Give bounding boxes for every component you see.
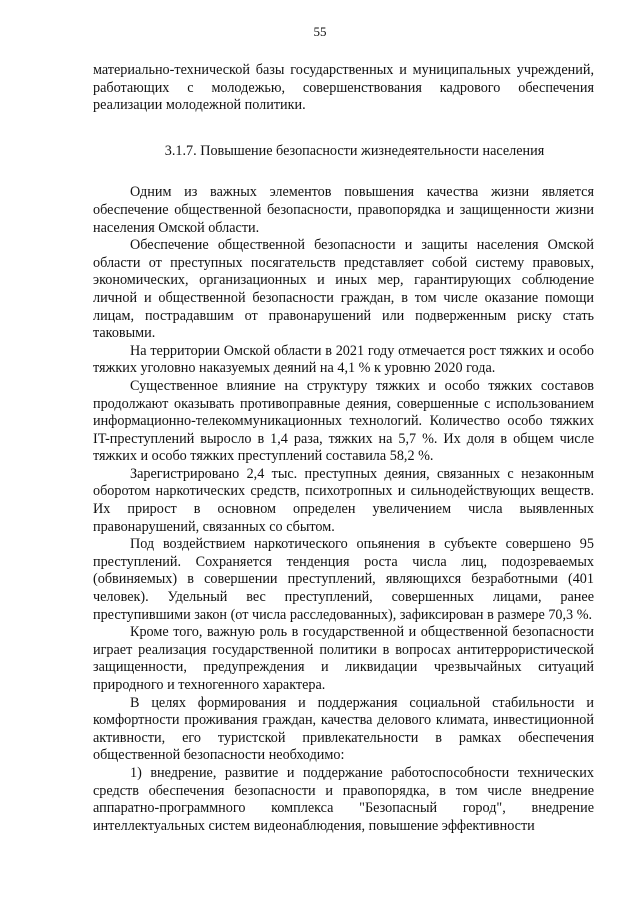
body-paragraph-1: Одним из важных элементов повышения качества жизни является обеспечение общественной безопасности, правопорядка и защищенности жизни населения Омской области. — [93, 184, 594, 236]
section-heading: 3.1.7. Повышение безопасности жизнедеятельности населения — [164, 142, 545, 159]
document-body — [93, 62, 594, 835]
body-paragraph-5: Зарегистрировано 2,4 тыс. преступных деяния, связанных с незаконным оборотом наркотических средств, психотропных и сильнодействующих веществ. Их прирост в основном определен увеличением числа выявленных правонарушений, связанных со сбытом. — [93, 465, 594, 535]
list-item-1: 1) внедрение, развитие и поддержание работоспособности технических средств обеспечения безопасности и правопорядка, в том числе внедрение аппаратно-программного комплекса "Безопасный город", внедрение интеллектуальных систем видеонаблюдения, повышение эффективности — [93, 764, 594, 834]
body-paragraph-3: На территории Омской области в 2021 году отмечается рост тяжких и особо тяжких уголовно наказуемых деяний на 4,1 % к уровню 2020 года. — [93, 342, 594, 377]
body-paragraph-8: В целях формирования и поддержания социальной стабильности и комфортности проживания граждан, качества делового климата, инвестиционной активности, его туристской привлекательности в рамках обеспечения общественной безопасности необходимо: — [93, 694, 594, 764]
body-paragraph-4: Существенное влияние на структуру тяжких и особо тяжких составов продолжают оказывать противоправные деяния, совершенные с использованием информационно-телекоммуникационных технологий. Количество особо тяжких IT-преступлений выросло в 1,4 раза, тяжких на 5,7 %. Их доля в общем числе тяжких и особо тяжких преступлений составила 58,2 %. — [93, 377, 594, 465]
body-paragraph-6: Под воздействием наркотического опьянения в субъекте совершено 95 преступлений. Сохраняется тенденция роста числа лиц, подозреваемых (обвиняемых) в совершении преступлений, являющихся безработными (401 человек). Удельный вес преступлений, совершенных лицами, ранее преступившими закон (от числа расследованных), зафиксирован в размере 70,3 %. — [93, 536, 594, 623]
opening-paragraph: материально-технической базы государственных и муниципальных учреждений, работающих с молодежью, совершенствования кадрового обеспечения реализации молодежной политики. — [93, 62, 594, 114]
page-number: 55 — [313, 24, 327, 39]
body-paragraph-2: Обеспечение общественной безопасности и защиты населения Омской области от преступных посягательств представляет собой систему правовых, экономических, организационных и иных мер, гарантирующих соблюдение личной и общественной безопасности граждан, в том числе оказание помощи лицам, пострадавшим от правонарушений или подверженным риску стать таковыми. — [93, 237, 594, 342]
body-paragraph-7: Кроме того, важную роль в государственной и общественной безопасности играет реализация государственной политики в вопросах антитеррористической защищенности, предупреждения и ликвидации чрезвычайных ситуаций природного и техногенного характера. — [93, 624, 594, 693]
